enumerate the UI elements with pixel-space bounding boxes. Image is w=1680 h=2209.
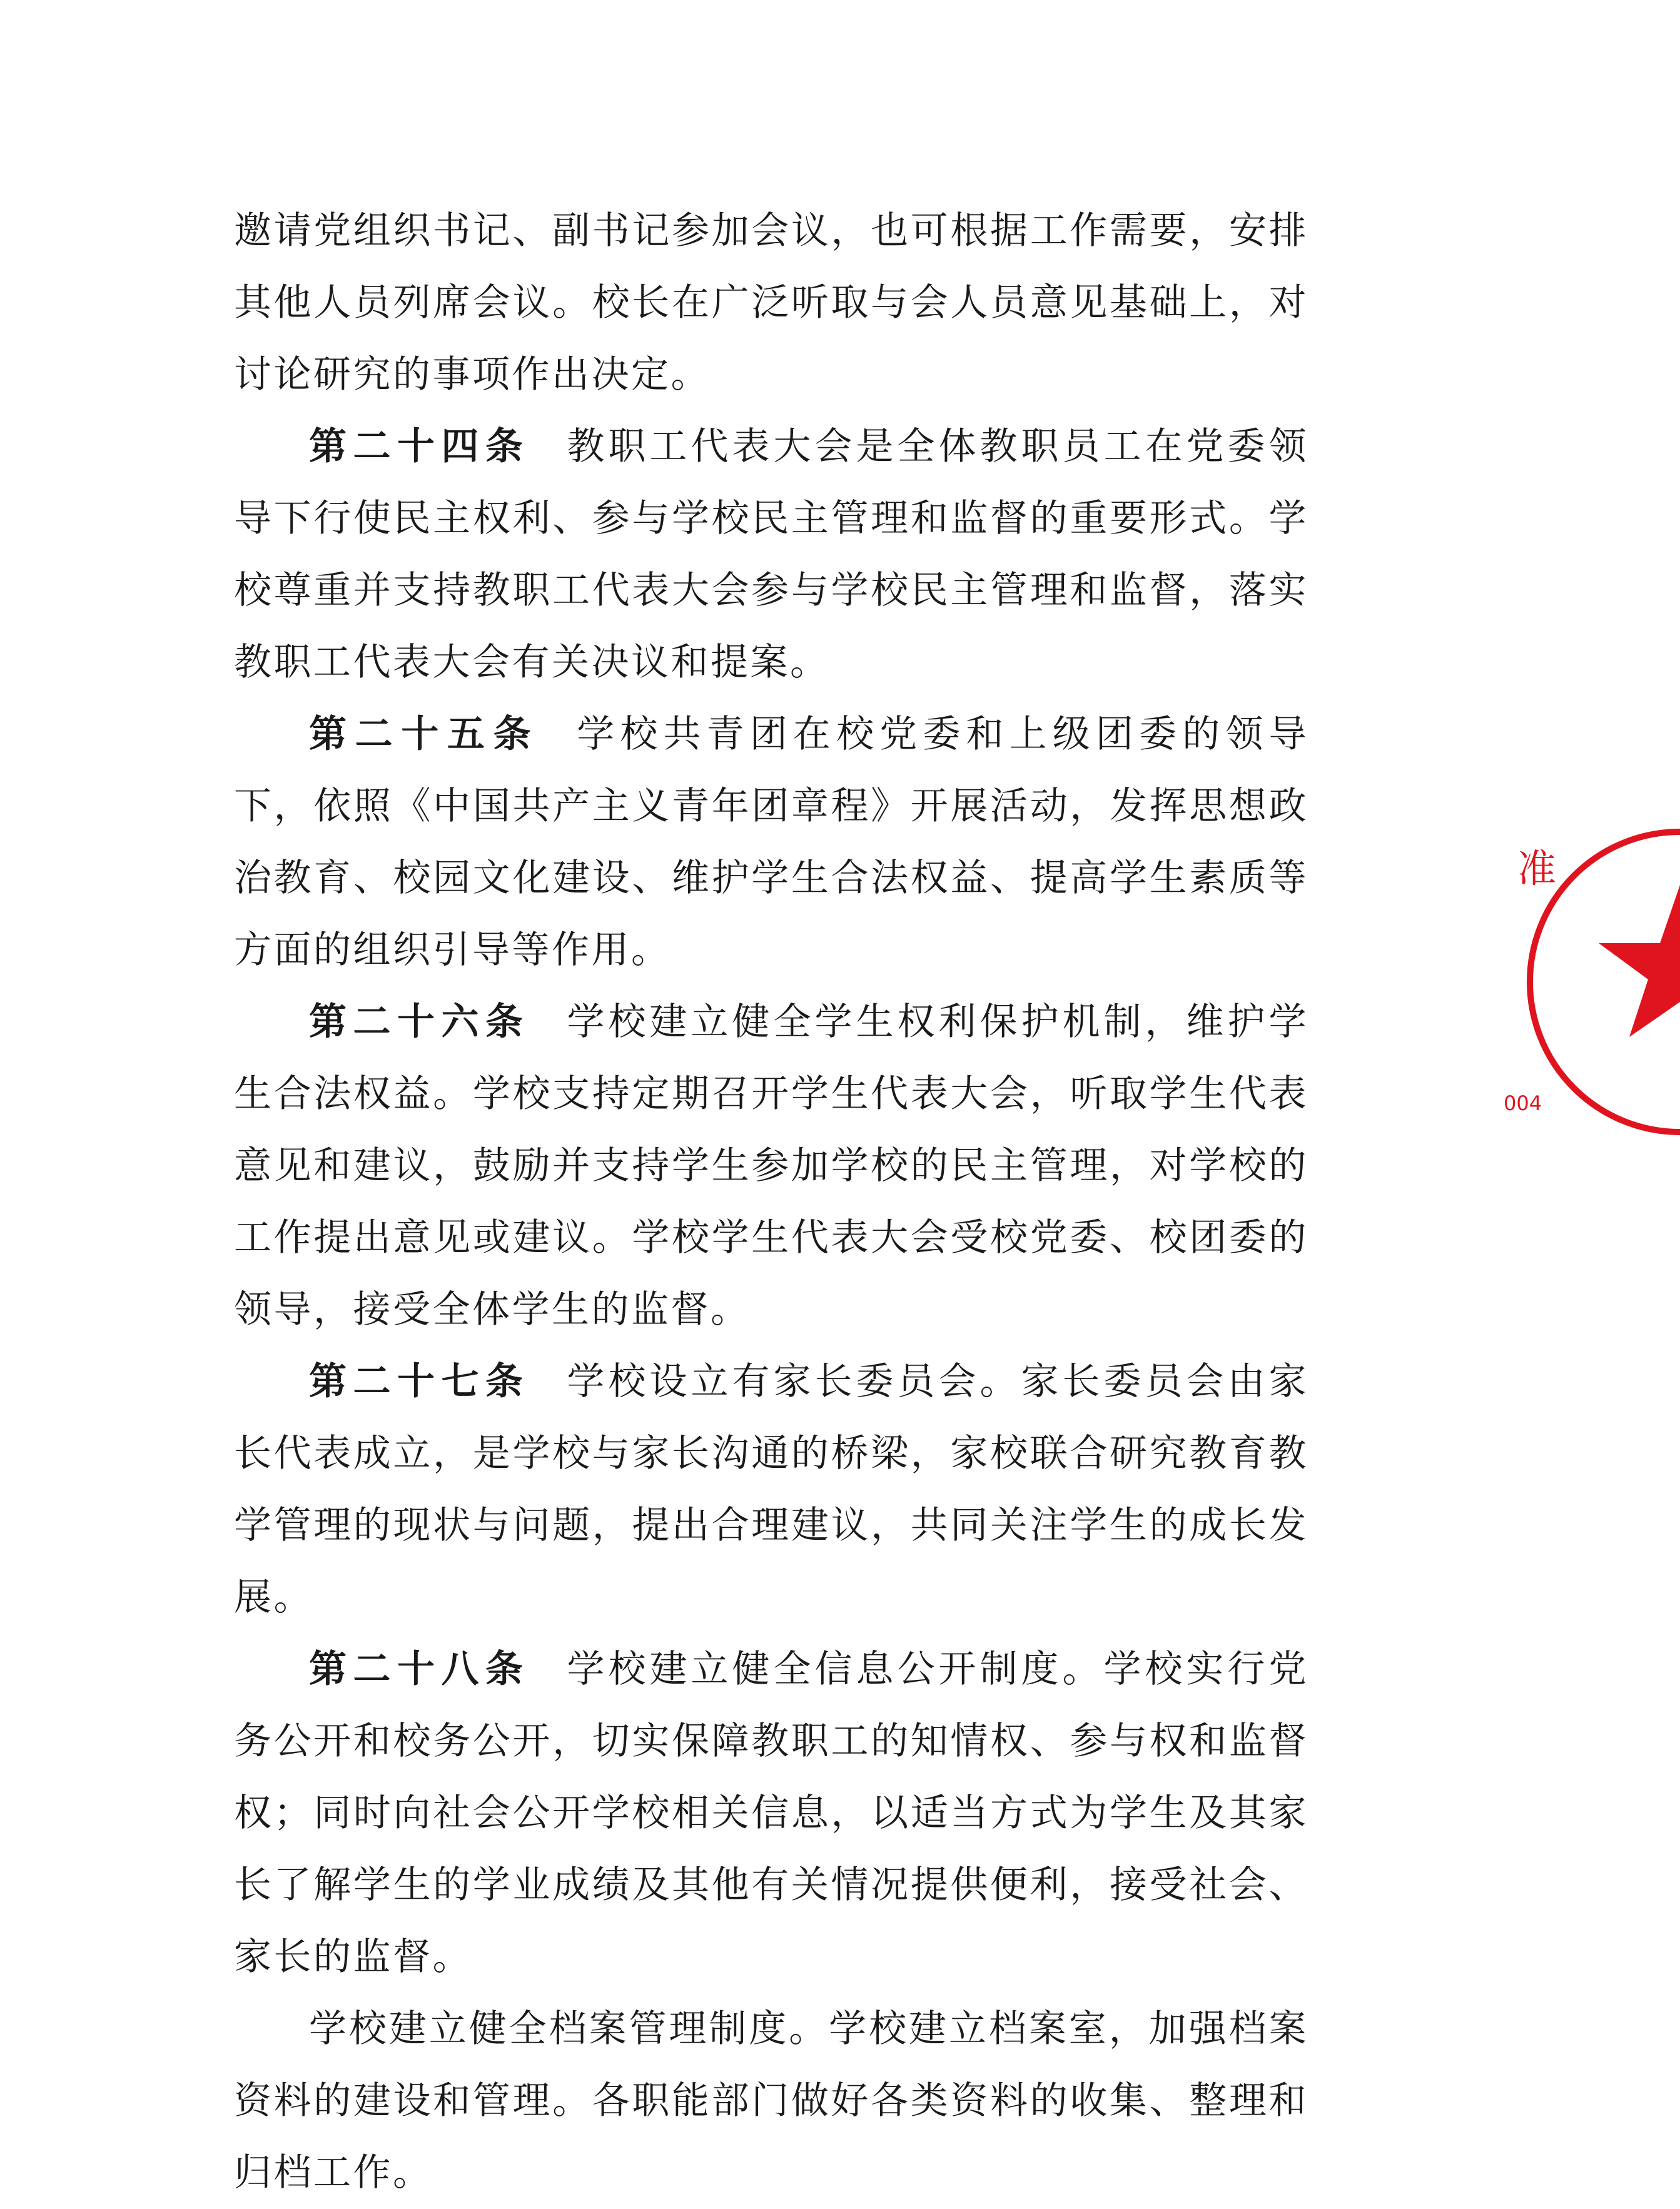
paragraph-text: 学校共青团在校党委和上级团委的领导下，依照《中国共产主义青年团章程》开展活动，发挥思想政治教育、校园文化建设、维护学生合法权益、提高学生素质等方面的组织引导等作用。 bbox=[234, 712, 1309, 972]
document-body bbox=[234, 195, 1308, 2209]
paragraph-text: 邀请党组织书记、副书记参加会议，也可根据工作需要，安排其他人员列席会议。校长在广泛听取与会人员意见基础上，对讨论研究的事项作出决定。 bbox=[234, 209, 1308, 397]
paragraph-text: 学校建立健全档案管理制度。学校建立档案室，加强档案资料的建设和管理。各职能部门做好各类资料的收集、整理和归档工作。 bbox=[234, 2007, 1308, 2195]
article-26 bbox=[234, 986, 1308, 1346]
article-label: 第二十六条 bbox=[309, 1000, 530, 1044]
seal-text: 准 bbox=[1517, 846, 1557, 891]
official-seal-stamp bbox=[1492, 826, 1680, 1151]
seal-number: 004 bbox=[1504, 1091, 1542, 1115]
article-label: 第二十四条 bbox=[309, 425, 530, 468]
archive-paragraph bbox=[234, 1993, 1308, 2209]
article-27 bbox=[234, 1346, 1308, 1634]
article-25 bbox=[234, 699, 1308, 986]
article-label: 第二十八条 bbox=[309, 1647, 530, 1691]
seal-star bbox=[1599, 885, 1680, 1037]
article-24 bbox=[234, 411, 1308, 699]
article-label: 第二十七条 bbox=[309, 1360, 530, 1403]
paragraph-text: 学校设立有家长委员会。家长委员会由家长代表成立，是学校与家长沟通的桥梁，家校联合研究教育教学管理的现状与问题，提出合理建议，共同关注学生的成长发展。 bbox=[234, 1360, 1308, 1619]
article-28 bbox=[234, 1634, 1308, 1993]
paragraph-text: 学校建立健全学生权利保护机制，维护学生合法权益。学校支持定期召开学生代表大会，听取学生代表意见和建议，鼓励并支持学生参加学校的民主管理，对学校的工作提出意见或建议。学校学生代表大会受校党委、校团委的领导，接受全体学生的监督。 bbox=[234, 1000, 1308, 1332]
paragraph-continuation bbox=[234, 195, 1308, 411]
paragraph-text: 教职工代表大会是全体教职员工在党委领导下行使民主权利、参与学校民主管理和监督的重要形式。学校尊重并支持教职工代表大会参与学校民主管理和监督，落实教职工代表大会有关决议和提案。 bbox=[234, 425, 1308, 684]
article-label: 第二十五条 bbox=[309, 712, 540, 756]
paragraph-text: 学校建立健全信息公开制度。学校实行党务公开和校务公开，切实保障教职工的知情权、参与权和监督权；同时向社会公开学校相关信息，以适当方式为学生及其家长了解学生的学业成绩及其他有关情况提供便利，接受社会、家长的监督。 bbox=[234, 1647, 1308, 1979]
